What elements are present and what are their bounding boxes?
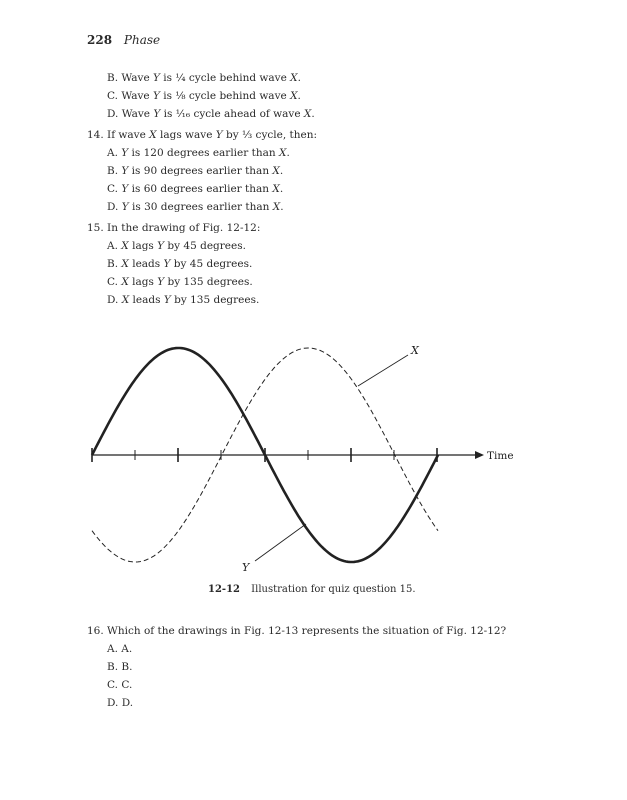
page-number: 228: [87, 33, 113, 47]
section-title: Phase: [123, 33, 161, 47]
page-header: [87, 33, 160, 47]
time-axis-arrowhead: [475, 451, 484, 459]
label-x: X: [411, 344, 419, 357]
figure-caption-text: Illustration for quiz question 15.: [251, 584, 416, 595]
q14-option-d: D. Y is 30 degrees earlier than X.: [107, 201, 284, 213]
q16-option-b: B. B.: [107, 661, 133, 673]
q14-stem: 14. If wave X lags wave Y by ⅓ cycle, then:: [87, 129, 317, 141]
label-y: Y: [242, 561, 250, 574]
q13-option-d: D. Wave Y is ⅟₁₆ cycle ahead of wave X.: [107, 108, 315, 120]
label-x-leader: [358, 355, 408, 386]
q15-option-a: A. X lags Y by 45 degrees.: [107, 240, 246, 252]
label-y-leader: [255, 524, 306, 561]
q14-option-a: A. Y is 120 degrees earlier than X.: [107, 147, 290, 159]
figure-caption: [208, 584, 416, 595]
q13-option-c: C. Wave Y is ⅛ cycle behind wave X.: [107, 90, 301, 102]
q16-option-d: D. D.: [107, 697, 134, 709]
waveform-figure: [0, 320, 627, 590]
axis-label-time: Time: [487, 450, 514, 462]
figure-caption-number: 12-12: [208, 584, 240, 595]
q15-option-d: D. X leads Y by 135 degrees.: [107, 294, 260, 306]
q13-option-b: B. Wave Y is ¼ cycle behind wave X.: [107, 72, 301, 84]
q16-option-c: C. C.: [107, 679, 133, 691]
q15-stem: 15. In the drawing of Fig. 12-12:: [87, 222, 261, 234]
q14-option-c: C. Y is 60 degrees earlier than X.: [107, 183, 284, 195]
q16-option-a: A. A.: [107, 643, 133, 655]
q15-option-c: C. X lags Y by 135 degrees.: [107, 276, 253, 288]
q14-option-b: B. Y is 90 degrees earlier than X.: [107, 165, 284, 177]
q15-option-b: B. X leads Y by 45 degrees.: [107, 258, 253, 270]
q16-stem: 16. Which of the drawings in Fig. 12-13 represents the situation of Fig. 12-12?: [87, 625, 507, 637]
